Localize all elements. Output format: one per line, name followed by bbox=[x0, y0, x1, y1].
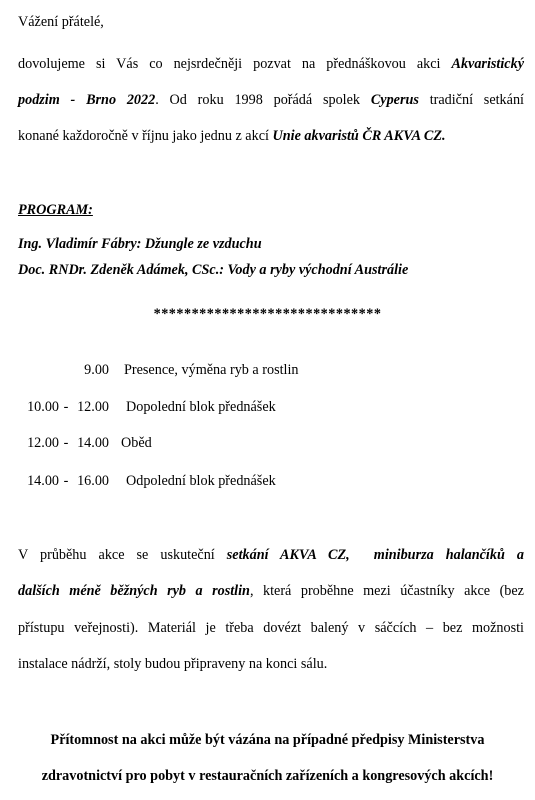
time-to: 14.00 bbox=[77, 435, 109, 451]
schedule-label: Odpolední blok přednášek bbox=[126, 473, 276, 489]
talk-1: Ing. Vladimír Fábry: Džungle ze vzduchu bbox=[18, 236, 262, 252]
time-from: 10.00 bbox=[27, 399, 59, 415]
time-to: 12.00 bbox=[77, 399, 109, 415]
union-name: Unie akvaristů ČR AKVA CZ. bbox=[272, 128, 446, 144]
talk-2: Doc. RNDr. Zdeněk Adámek, CSc.: Vody a ryby východní Austrálie bbox=[18, 262, 409, 278]
schedule-row bbox=[18, 361, 299, 379]
schedule-label: Presence, výměna ryb a rostlin bbox=[124, 362, 299, 378]
event-name-part-1: Akvaristický bbox=[451, 56, 524, 72]
program-heading: PROGRAM: bbox=[18, 202, 93, 218]
info-text: , která proběhne mezi účastníky akce (bez bbox=[249, 583, 524, 599]
schedule-label: Oběd bbox=[121, 435, 152, 451]
time-dash: - bbox=[63, 435, 69, 451]
time-dash: - bbox=[63, 399, 69, 415]
separator: ****************************** bbox=[153, 306, 382, 322]
event-name-part-2: podzim - Brno 2022 bbox=[18, 92, 156, 108]
intro-text: dovolujeme si Vás co nejsrdečněji pozvat na přednáškovou akci bbox=[18, 56, 452, 72]
time-dash: - bbox=[63, 473, 69, 489]
notice-line-2: zdravotnictví pro pobyt v restauračních zařízeních a kongresových akcích! bbox=[41, 768, 494, 784]
time-to: 9.00 bbox=[84, 362, 109, 378]
info-line-2 bbox=[18, 582, 524, 600]
info-line-3: přístupu veřejnosti). Materiál je třeba dovézt balený v sáčcích – bez možnosti bbox=[18, 620, 524, 636]
greeting: Vážení přátelé, bbox=[18, 14, 104, 30]
schedule-row bbox=[18, 434, 152, 452]
mini-market: miniburza halančíků a bbox=[373, 547, 524, 563]
info-spacer bbox=[350, 547, 374, 563]
info-text: V průběhu akce se uskuteční bbox=[18, 547, 227, 563]
intro-line-1 bbox=[18, 55, 524, 73]
info-line-1 bbox=[18, 546, 524, 564]
info-line-4: instalace nádrží, stoly budou připraveny na konci sálu. bbox=[18, 656, 328, 672]
time-from: 12.00 bbox=[27, 435, 59, 451]
schedule-label: Dopolední blok přednášek bbox=[126, 399, 276, 415]
schedule-row bbox=[18, 398, 276, 416]
notice-line-1: Přítomnost na akci může být vázána na případné předpisy Ministerstva bbox=[50, 732, 485, 748]
time-to: 16.00 bbox=[77, 473, 109, 489]
intro-text: tradiční setkání bbox=[418, 92, 524, 108]
intro-line-3 bbox=[18, 127, 446, 145]
schedule-row bbox=[18, 472, 276, 490]
akva-meeting: setkání AKVA CZ, bbox=[226, 547, 350, 563]
intro-line-2 bbox=[18, 91, 524, 109]
organizer-name: Cyperus bbox=[370, 92, 419, 108]
intro-text: konané každoročně v říjnu jako jednu z akcí bbox=[18, 128, 273, 144]
intro-text: . Od roku 1998 pořádá spolek bbox=[155, 92, 371, 108]
time-from: 14.00 bbox=[27, 473, 59, 489]
rare-fish-plants: dalších méně běžných ryb a rostlin bbox=[18, 583, 250, 599]
